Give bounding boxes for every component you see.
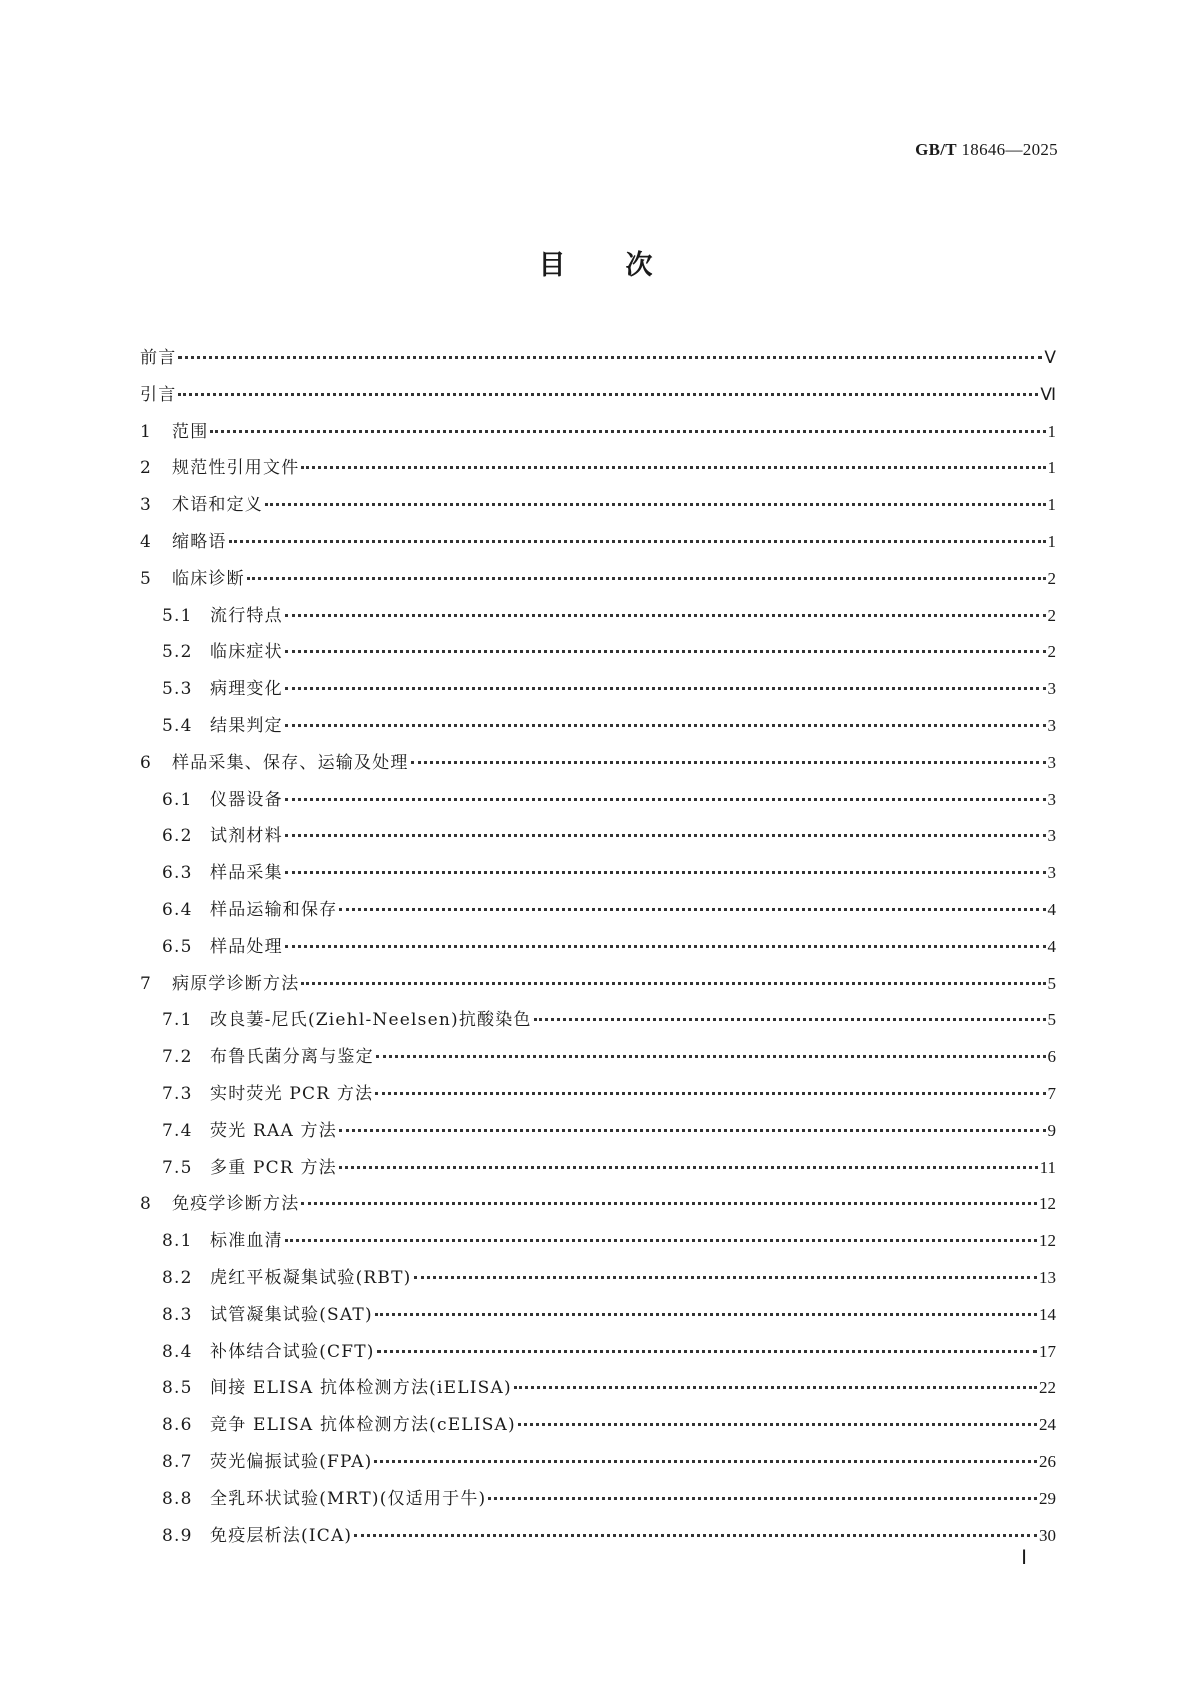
toc-entry[interactable] (140, 1334, 1056, 1371)
toc-entry-label: 前言 (140, 348, 177, 368)
toc-entry-label: 标准血清 (210, 1231, 283, 1252)
toc-entry[interactable] (140, 1297, 1056, 1334)
toc-entry-label: 规范性引用文件 (172, 458, 300, 479)
toc-entry-number: 8.5 (162, 1378, 193, 1399)
toc-dot-leader (354, 1534, 1037, 1537)
toc-entry[interactable] (140, 1186, 1056, 1223)
toc-entry[interactable] (140, 487, 1056, 524)
toc-entry-page: 30 (1039, 1525, 1056, 1545)
toc-dot-leader (514, 1386, 1037, 1389)
toc-entry-label: 多重 PCR 方法 (210, 1157, 337, 1178)
toc-entry[interactable] (140, 1518, 1056, 1555)
toc-entry-number: 6.4 (162, 899, 193, 920)
toc-entry[interactable] (140, 818, 1056, 855)
toc-entry-page: 3 (1047, 863, 1056, 883)
toc-entry-number: 5 (140, 568, 153, 589)
toc-entry-number: 8.4 (162, 1341, 193, 1362)
toc-entry-number: 8.6 (162, 1415, 193, 1436)
toc-dot-leader (376, 1055, 1046, 1058)
toc-entry-page: Ⅵ (1040, 384, 1056, 404)
toc-dot-leader (377, 1350, 1037, 1353)
toc-entry[interactable] (140, 561, 1056, 598)
toc-entry[interactable] (140, 1150, 1056, 1187)
toc-entry[interactable] (140, 450, 1056, 487)
toc-entry-label: 病理变化 (210, 679, 283, 700)
toc-entry[interactable] (140, 1444, 1056, 1481)
toc-dot-leader (339, 1166, 1038, 1169)
page-title: 目次 (538, 250, 713, 281)
toc-entry-number: 2 (140, 458, 153, 479)
toc-entry-page: 14 (1039, 1304, 1056, 1324)
toc-entry[interactable] (140, 708, 1056, 745)
toc-entry-number: 7.3 (162, 1083, 193, 1104)
toc-entry-page: 4 (1047, 899, 1056, 919)
toc-entry-number: 5.1 (162, 605, 193, 626)
toc-entry[interactable] (140, 414, 1056, 451)
toc-entry[interactable] (140, 1407, 1056, 1444)
toc-dot-leader (285, 687, 1046, 690)
toc-entry-page: 5 (1047, 1010, 1056, 1030)
toc-entry-page: 6 (1047, 1047, 1056, 1067)
toc-entry-page: 3 (1047, 679, 1056, 699)
toc-entry-page: 1 (1047, 421, 1056, 441)
toc-entry-page: 3 (1047, 826, 1056, 846)
toc-entry-label: 改良萋-尼氏(Ziehl-Neelsen)抗酸染色 (210, 1010, 532, 1031)
toc-entry-label: 流行特点 (210, 605, 283, 626)
toc-dot-leader (285, 614, 1046, 617)
toc-entry-page: 9 (1047, 1120, 1056, 1140)
toc-dot-leader (301, 1202, 1037, 1205)
toc-dot-leader (285, 798, 1046, 801)
toc-entry[interactable] (140, 1076, 1056, 1113)
toc-entry-label: 病原学诊断方法 (172, 973, 300, 994)
toc-dot-leader (374, 1460, 1037, 1463)
toc-entry-page: 5 (1047, 973, 1056, 993)
toc-entry-label: 实时荧光 PCR 方法 (210, 1083, 374, 1104)
toc-entry-number: 1 (140, 421, 153, 442)
toc-dot-leader (518, 1423, 1037, 1426)
toc-entry-number: 5.3 (162, 679, 193, 700)
toc-dot-leader (488, 1497, 1037, 1500)
toc-entry-label: 虎红平板凝集试验(RBT) (210, 1267, 412, 1288)
toc-dot-leader (339, 1129, 1046, 1132)
toc-entry-label: 样品采集 (210, 863, 283, 884)
toc-entry-number: 6.5 (162, 936, 193, 957)
toc-entry-number: 7.4 (162, 1120, 193, 1141)
toc-dot-leader (301, 982, 1045, 985)
toc-entry-number: 7 (140, 973, 153, 994)
toc-entry-label: 荧光偏振试验(FPA) (210, 1451, 373, 1472)
toc-entry-number: 5.4 (162, 715, 193, 736)
toc-entry-label: 临床症状 (210, 642, 283, 663)
toc-entry-number: 7.1 (162, 1010, 193, 1031)
toc-entry-label: 样品处理 (210, 936, 283, 957)
toc-entry-number: 4 (140, 531, 153, 552)
toc-dot-leader (210, 430, 1045, 433)
toc-entry[interactable] (140, 524, 1056, 561)
toc-entry-label: 引言 (140, 384, 177, 405)
toc-entry[interactable] (140, 1039, 1056, 1076)
toc-entry-page: 29 (1039, 1488, 1056, 1508)
toc-entry-page: 2 (1047, 642, 1056, 662)
toc-entry-label: 仪器设备 (210, 789, 283, 810)
toc-entry-label: 试管凝集试验(SAT) (210, 1304, 373, 1325)
toc-entry-page: Ⅴ (1044, 348, 1056, 367)
toc-entry[interactable] (140, 782, 1056, 819)
toc-entry[interactable] (140, 671, 1056, 708)
toc-entry-number: 8.1 (162, 1231, 193, 1252)
toc-entry-page: 24 (1039, 1415, 1056, 1435)
toc-dot-leader (375, 1092, 1045, 1095)
toc-entry-number: 6.1 (162, 789, 193, 810)
toc-entry-page: 22 (1039, 1378, 1056, 1398)
toc-entry[interactable] (140, 598, 1056, 635)
toc-entry[interactable] (140, 1370, 1056, 1407)
toc-dot-leader (178, 356, 1042, 359)
toc-entry-page: 11 (1039, 1157, 1056, 1177)
toc-dot-leader (411, 761, 1046, 764)
toc-entry-page: 3 (1047, 789, 1056, 809)
toc-entry-label: 结果判定 (210, 715, 283, 736)
toc-entry-label: 术语和定义 (172, 495, 263, 516)
toc-dot-leader (265, 503, 1046, 506)
toc-dot-leader (229, 540, 1046, 543)
toc-entry-number: 6.2 (162, 826, 193, 847)
standard-code-prefix: GB/T (915, 140, 957, 159)
toc-dot-leader (534, 1018, 1046, 1021)
toc-entry-number: 8.7 (162, 1451, 193, 1472)
toc-dot-leader (285, 1239, 1037, 1242)
toc-entry-number: 7.5 (162, 1157, 193, 1178)
toc-dot-leader (178, 393, 1038, 396)
toc-entry-page: 1 (1047, 495, 1056, 515)
toc-entry-label: 间接 ELISA 抗体检测方法(iELISA) (210, 1378, 512, 1399)
toc-dot-leader (285, 724, 1046, 727)
toc-entry-number: 8.8 (162, 1488, 193, 1509)
toc-entry[interactable] (140, 377, 1056, 414)
standard-code (915, 140, 1058, 160)
toc-entry-page: 12 (1039, 1231, 1056, 1251)
toc-entry-page: 1 (1047, 531, 1056, 551)
toc-entry-page: 3 (1047, 752, 1056, 772)
toc-entry-label: 免疫层析法(ICA) (210, 1525, 353, 1546)
table-of-contents (140, 340, 1056, 1554)
toc-entry-number: 6 (140, 752, 153, 773)
toc-dot-leader (339, 908, 1045, 911)
toc-dot-leader (414, 1276, 1038, 1279)
toc-entry[interactable] (140, 855, 1056, 892)
toc-entry-label: 样品采集、保存、运输及处理 (172, 752, 409, 773)
toc-entry[interactable] (140, 966, 1056, 1003)
toc-entry-number: 8.9 (162, 1525, 193, 1546)
toc-entry-label: 荧光 RAA 方法 (210, 1120, 337, 1141)
toc-entry-page: 2 (1047, 568, 1056, 588)
toc-entry-label: 试剂材料 (210, 826, 283, 847)
toc-entry-label: 临床诊断 (172, 568, 245, 589)
toc-entry-number: 8.2 (162, 1267, 193, 1288)
toc-entry-number: 8 (140, 1194, 153, 1215)
toc-dot-leader (285, 650, 1046, 653)
toc-entry[interactable] (140, 634, 1056, 671)
toc-entry-number: 6.3 (162, 863, 193, 884)
toc-entry[interactable] (140, 1481, 1056, 1518)
toc-entry[interactable] (140, 1223, 1056, 1260)
toc-entry-page: 7 (1047, 1083, 1056, 1103)
toc-entry-label: 缩略语 (172, 531, 227, 552)
toc-entry-page: 26 (1039, 1451, 1056, 1471)
toc-entry-label: 全乳环状试验(MRT)(仅适用于牛) (210, 1488, 487, 1509)
toc-entry[interactable] (140, 929, 1056, 966)
toc-dot-leader (285, 834, 1046, 837)
toc-entry-label: 免疫学诊断方法 (172, 1194, 300, 1215)
toc-entry[interactable] (140, 892, 1056, 929)
toc-entry-page: 12 (1039, 1194, 1056, 1214)
toc-entry-label: 补体结合试验(CFT) (210, 1341, 375, 1362)
toc-entry-label: 样品运输和保存 (210, 899, 338, 920)
toc-dot-leader (247, 577, 1046, 580)
toc-entry-page: 4 (1047, 936, 1056, 956)
toc-entry-label: 布鲁氏菌分离与鉴定 (210, 1047, 374, 1068)
toc-entry[interactable] (140, 1002, 1056, 1039)
toc-entry-number: 3 (140, 495, 153, 516)
toc-dot-leader (375, 1313, 1037, 1316)
toc-entry[interactable] (140, 1113, 1056, 1150)
standard-code-number: 18646—2025 (956, 140, 1058, 159)
toc-dot-leader (285, 871, 1046, 874)
toc-entry-number: 5.2 (162, 642, 193, 663)
toc-dot-leader (301, 466, 1045, 469)
toc-entry-label: 范围 (172, 421, 209, 442)
toc-entry-label: 竞争 ELISA 抗体检测方法(cELISA) (210, 1415, 516, 1436)
toc-entry-page: 17 (1039, 1341, 1056, 1361)
toc-entry-page: 1 (1047, 458, 1056, 478)
toc-entry[interactable] (140, 745, 1056, 782)
toc-entry-number: 8.3 (162, 1304, 193, 1325)
page-number: Ⅰ (1021, 1547, 1027, 1569)
toc-entry-page: 13 (1039, 1267, 1056, 1287)
toc-entry-number: 7.2 (162, 1047, 193, 1068)
toc-dot-leader (285, 945, 1046, 948)
toc-entry[interactable] (140, 340, 1056, 377)
toc-entry-page: 2 (1047, 605, 1056, 625)
toc-entry[interactable] (140, 1260, 1056, 1297)
toc-entry-page: 3 (1047, 715, 1056, 735)
